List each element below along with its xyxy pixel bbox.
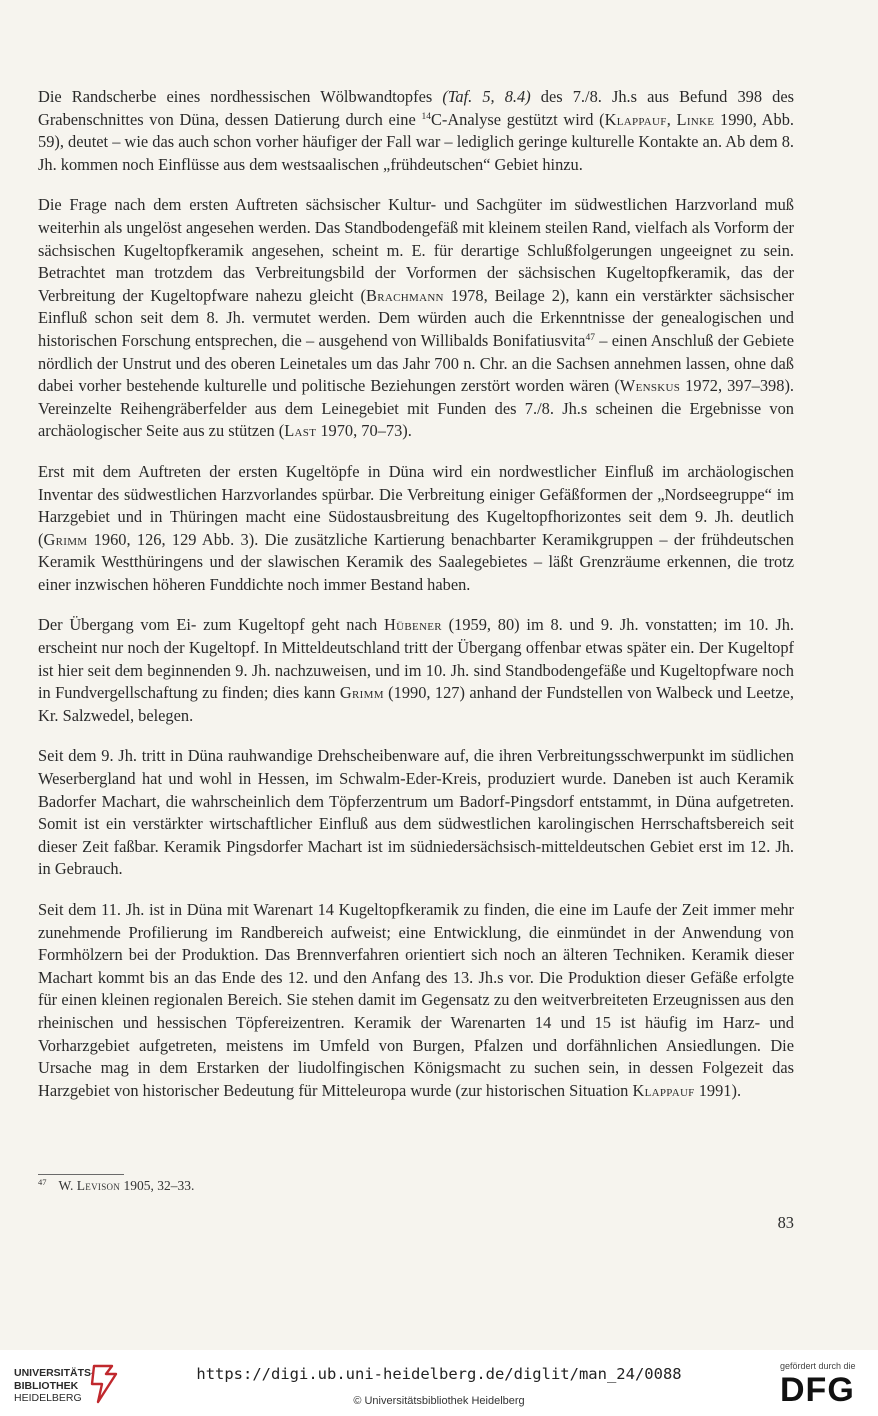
author-citation: Last	[284, 421, 317, 441]
copyright-notice: © Universitätsbibliothek Heidelberg	[353, 1395, 525, 1407]
permalink-url[interactable]: https://digi.ub.uni-heidelberg.de/diglit/man_24/0088	[196, 1365, 682, 1383]
body-text	[38, 86, 794, 1120]
library-name-line-2: BIBLIOTHEK	[14, 1379, 79, 1392]
author-citation: Wenskus	[619, 376, 681, 396]
author-citation: Grimm	[339, 683, 384, 703]
footnote-divider	[38, 1174, 124, 1175]
author-citation: Grimm	[43, 529, 88, 549]
funding-label: gefördert durch die	[780, 1361, 856, 1371]
paragraph-4: Der Übergang vom Ei- zum Kugeltopf geht nach Hübener (1959, 80) im 8. und 9. Jh. vonstatten; im 10. Jh. erscheint nur noch der Kugeltopf. In Mitteldeutschland tritt der Übergang offenbar etwas später ein. Der Kugeltopf ist hier seit dem beginnenden 9. Jh. nachzuweisen, und im 10. Jh. sind Standbodengefäße und Kugeltopfware noch in Fundvergellschaftung zu finden; dies kann Grimm (1990, 127) anhand der Fundstellen von Walbeck und Leetze, Kr. Salzwedel, belegen.	[38, 615, 794, 725]
footnote-ref[interactable]: 47	[585, 332, 595, 343]
dfg-logo[interactable]: DFG	[780, 1371, 855, 1409]
author-citation: Klappauf	[632, 1080, 695, 1100]
paragraph-6: Seit dem 11. Jh. ist in Düna mit Warenart 14 Kugeltopfkeramik zu finden, die eine im Laufe der Zeit immer mehr zunehmende Profilierung im Randbereich aufweist; eine Entwicklung, die einmündet in der Anwendung von Formhölzern bei der Produktion. Das Brennverfahren orientiert sich noch an älteren Techniken. Keramik dieser Machart kommt bis an das Ende des 12. und den Anfang des 13. Jh.s vor. Die Produktion dieser Gefäße erfolgte für einen kleinen regionalen Bereich. Sie stehen damit im Gegensatz zu den weitverbreiteten Erzeugnissen aus den rheinischen und hessischen Töpfereizentren. Keramik der Warenarten 14 und 15 ist häufig im Harz- und Vorharzgebiet aufgetreten, meistens im Umfeld von Burgen, Pfalzen und dorfähnlichen Ansiedlungen. Die Ursache mag in dem Erstarken der liudolfingischen Königsmacht zu suchen sein, in dessen Folgezeit das Harzgebiet von historischer Bedeutung für Mitteleuropa wurde (zur historischen Situation Klappauf 1991).	[38, 900, 794, 1100]
paragraph-2: Die Frage nach dem ersten Auftreten sächsischer Kultur- und Sachgüter im südwestlichen Harzvorland muß weiterhin als ungelöst angesehen werden. Das Standbodengefäß mit kleinem steilen Rand, vielfach als Vorform der sächsischen Kugeltopfkeramik angesehen, scheint m. E. für derartige Schlußfolgerungen ungeeignet zu sein. Betrachtet man trotzdem das Verbreitungsbild der Vorformen der sächsischen Kugeltopfkeramik, das der Verbreitung der Kugeltopfware nahezu gleicht (Brachmann 1978, Beilage 2), kann ein verstärkter sächsischer Einfluß schon seit dem 8. Jh. vermutet werden. Dem würden auch die Erkenntnisse der genealogischen und historischen Forschung entsprechen, die – ausgehend von Willibalds Bonifatiusvita$^{47}$ – einen Anschluß der Gebiete nördlich der Unstrut und des oberen Leinetales um das Jahr 700 n. Chr. an die Sachsen annehmen lassen, ohne daß dabei vorher bestehende kulturelle und politische Beziehungen zerstört worden wären (Wenskus 1972, 397–398). Vereinzelte Reihengräberfelder aus dem Leinegebiet mit Funden des 7./8. Jh.s scheinen die Ergebnisse von archäologischer Seite aus zu stützen (Last 1970, 70–73).	[38, 195, 795, 441]
author-citation: Hübener	[383, 615, 442, 635]
author-citation: Brachmann	[366, 285, 444, 305]
paragraph-1: Die Randscherbe eines nordhessischen Wölbwandtopfes (Taf. 5, 8.4) des 7./8. Jh.s aus Befund 398 des Grabenschnittes von Düna, dessen Datierung durch eine $^{14}$C-Analyse gestützt wird (Klappauf, Linke 1990, Abb. 59), deutet – wie das auch schon vorher häufiger der Fall war – lediglich geringe kulturelle Kontakte an. Ab dem 8. Jh. kommen noch Einflüsse aus dem westsaalischen „frühdeutschen“ Gebiet hinzu.	[38, 87, 795, 174]
paragraph-5: Seit dem 9. Jh. tritt in Düna rauhwandige Drehscheibenware auf, die ihren Verbreitungsschwerpunkt im südlichen Weserbergland hat und wohl in Hessen, im Schwalm-Eder-Kreis, produziert wurde. Daneben ist auch Keramik Badorfer Machart, die wahrscheinlich dem Töpferzentrum um Badorf-Pingsdorf entstammt, in Düna aufgetreten. Somit ist ein verstärkter wirtschaftlicher Einfluß aus dem südwestlichen karolingischen Herrschaftsbereich seit dieser Zeit faßbar. Keramik Pingsdorfer Machart ist im südniedersächsisch-mitteldeutschen Gebiet erst im 12. Jh. in Gebrauch.	[38, 746, 794, 879]
page-number: 83	[777, 1213, 794, 1232]
author-citation: Levison	[76, 1178, 121, 1193]
library-name-line-1: UNIVERSITÄTS-	[14, 1367, 95, 1379]
footnote-number: 47	[38, 1177, 47, 1187]
plate-reference: (Taf. 5, 8.4)	[442, 87, 531, 106]
author-citation: Klappauf	[604, 109, 667, 129]
footnote: $^{47}$ W. Levison 1905, 32–33.	[38, 1177, 195, 1193]
paragraph-3: Erst mit dem Auftreten der ersten Kugeltöpfe in Düna wird ein nordwestlicher Einfluß im archäologischen Inventar des südwestlichen Harzvorlandes spürbar. Die Verbreitung einiger Gefäßformen der „Nordseegruppe“ im Harzgebiet und in Thüringen macht eine Südostausbreitung des Kugeltopfhorizontes seit dem 9. Jh. deutlich (Grimm 1960, 126, 129 Abb. 3). Die zusätzliche Kartierung benachbarter Keramikgruppen – der frühdeutschen Keramik Westthüringens und der slawischen Keramik des Saalegebietes – läßt Grenzräume erkennen, die trotz einer inzwischen höheren Funddichte noch immer Bestand haben.	[38, 461, 794, 594]
author-citation: Linke	[676, 109, 715, 129]
library-name-line-3: HEIDELBERG	[14, 1392, 82, 1404]
